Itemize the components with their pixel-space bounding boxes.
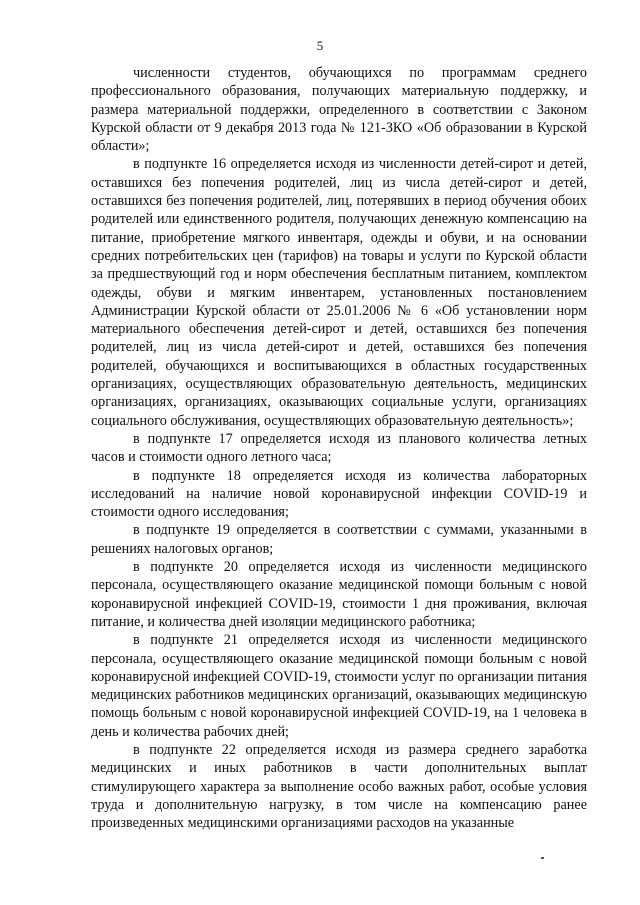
paragraph-subpoint-22: в подпункте 22 определяется исходя из размера среднего заработка медицинских и иных работников в части дополнительных выплат стимулирующего характера за выполнение особо важных работ, особые условия труда и дополнительную нагрузку, в том числе на компенсацию ранее произведенных медицинскими организациями расходов на указанные [91, 741, 587, 832]
paragraph-subpoint-17: в подпункте 17 определяется исходя из планового количества летных часов и стоимости одного летного часа; [91, 430, 587, 466]
paragraph-subpoint-20: в подпункте 20 определяется исходя из численности медицинского персонала, осуществляющего оказание медицинской помощи больным с новой коронавирусной инфекцией COVID-19, стоимости 1 дня проживания, включая питание, и количества дней изоляции медицинского работника; [91, 559, 587, 630]
paragraph-subpoint-19: в подпункте 19 определяется в соответствии с суммами, указанными в решениях налоговых органов; [91, 522, 587, 557]
paragraph-subpoint-16: в подпункте 16 определяется исходя из численности детей-сирот и детей, оставшихся без попечения родителей, лиц из числа детей-сирот и детей, оставшихся без попечения родителей, лиц, потерявших в период обучения обоих родителей или единственного родителя, получающих денежную компенсацию на питание, приобретение мягкого инвентаря, одежды и обуви, и на основании средних потребительских цен (тарифов) на товары и услуги по Курской области за предшествующий год и норм обеспечения бесплатным питанием, комплектом одежды, обуви и мягким инвентарем, установленных постановлением Администрации Курской области от 25.01.2006 № 6 «Об установлении норм материального обеспечения детей-сирот и детей, оставшихся без попечения родителей, лиц из числа детей-сирот и детей, оставшихся без попечения родителей, обучающихся и воспитывающихся в областных государственных организациях, осуществляющих образовательную деятельность, медицинских организациях, организациях, оказывающих социальные услуги, организациях социального обслуживания, осуществляющих образовательную деятельность»; [91, 156, 587, 429]
paragraph-subpoint-18: в подпункте 18 определяется исходя из количества лабораторных исследований на наличие новой коронавирусной инфекции COVID-19 и стоимости одного исследования; [91, 467, 587, 521]
paragraph-continuation: численности студентов, обучающихся по программам среднего профессионального образования, получающих материальную поддержку, и размера материальной поддержки, определенного в соответствии с Законом Курской области от 9 декабря 2013 года № 121-ЗКО «Об образовании в Курской области»; [91, 65, 587, 155]
paragraph-subpoint-21: в подпункте 21 определяется исходя из численности медицинского персонала, осуществляющего оказание медицинской помощи больным с новой коронавирусной инфекцией COVID-19, стоимости услуг по организации питания медицинских работников медицинских организаций, оказывающих медицинскую помощь больным с новой коронавирусной инфекцией COVID-19, на 1 человека в день и количества рабочих дней; [91, 632, 587, 740]
page-number: 5 [316, 38, 324, 53]
scan-artifact [541, 857, 544, 859]
document-body [91, 64, 587, 832]
